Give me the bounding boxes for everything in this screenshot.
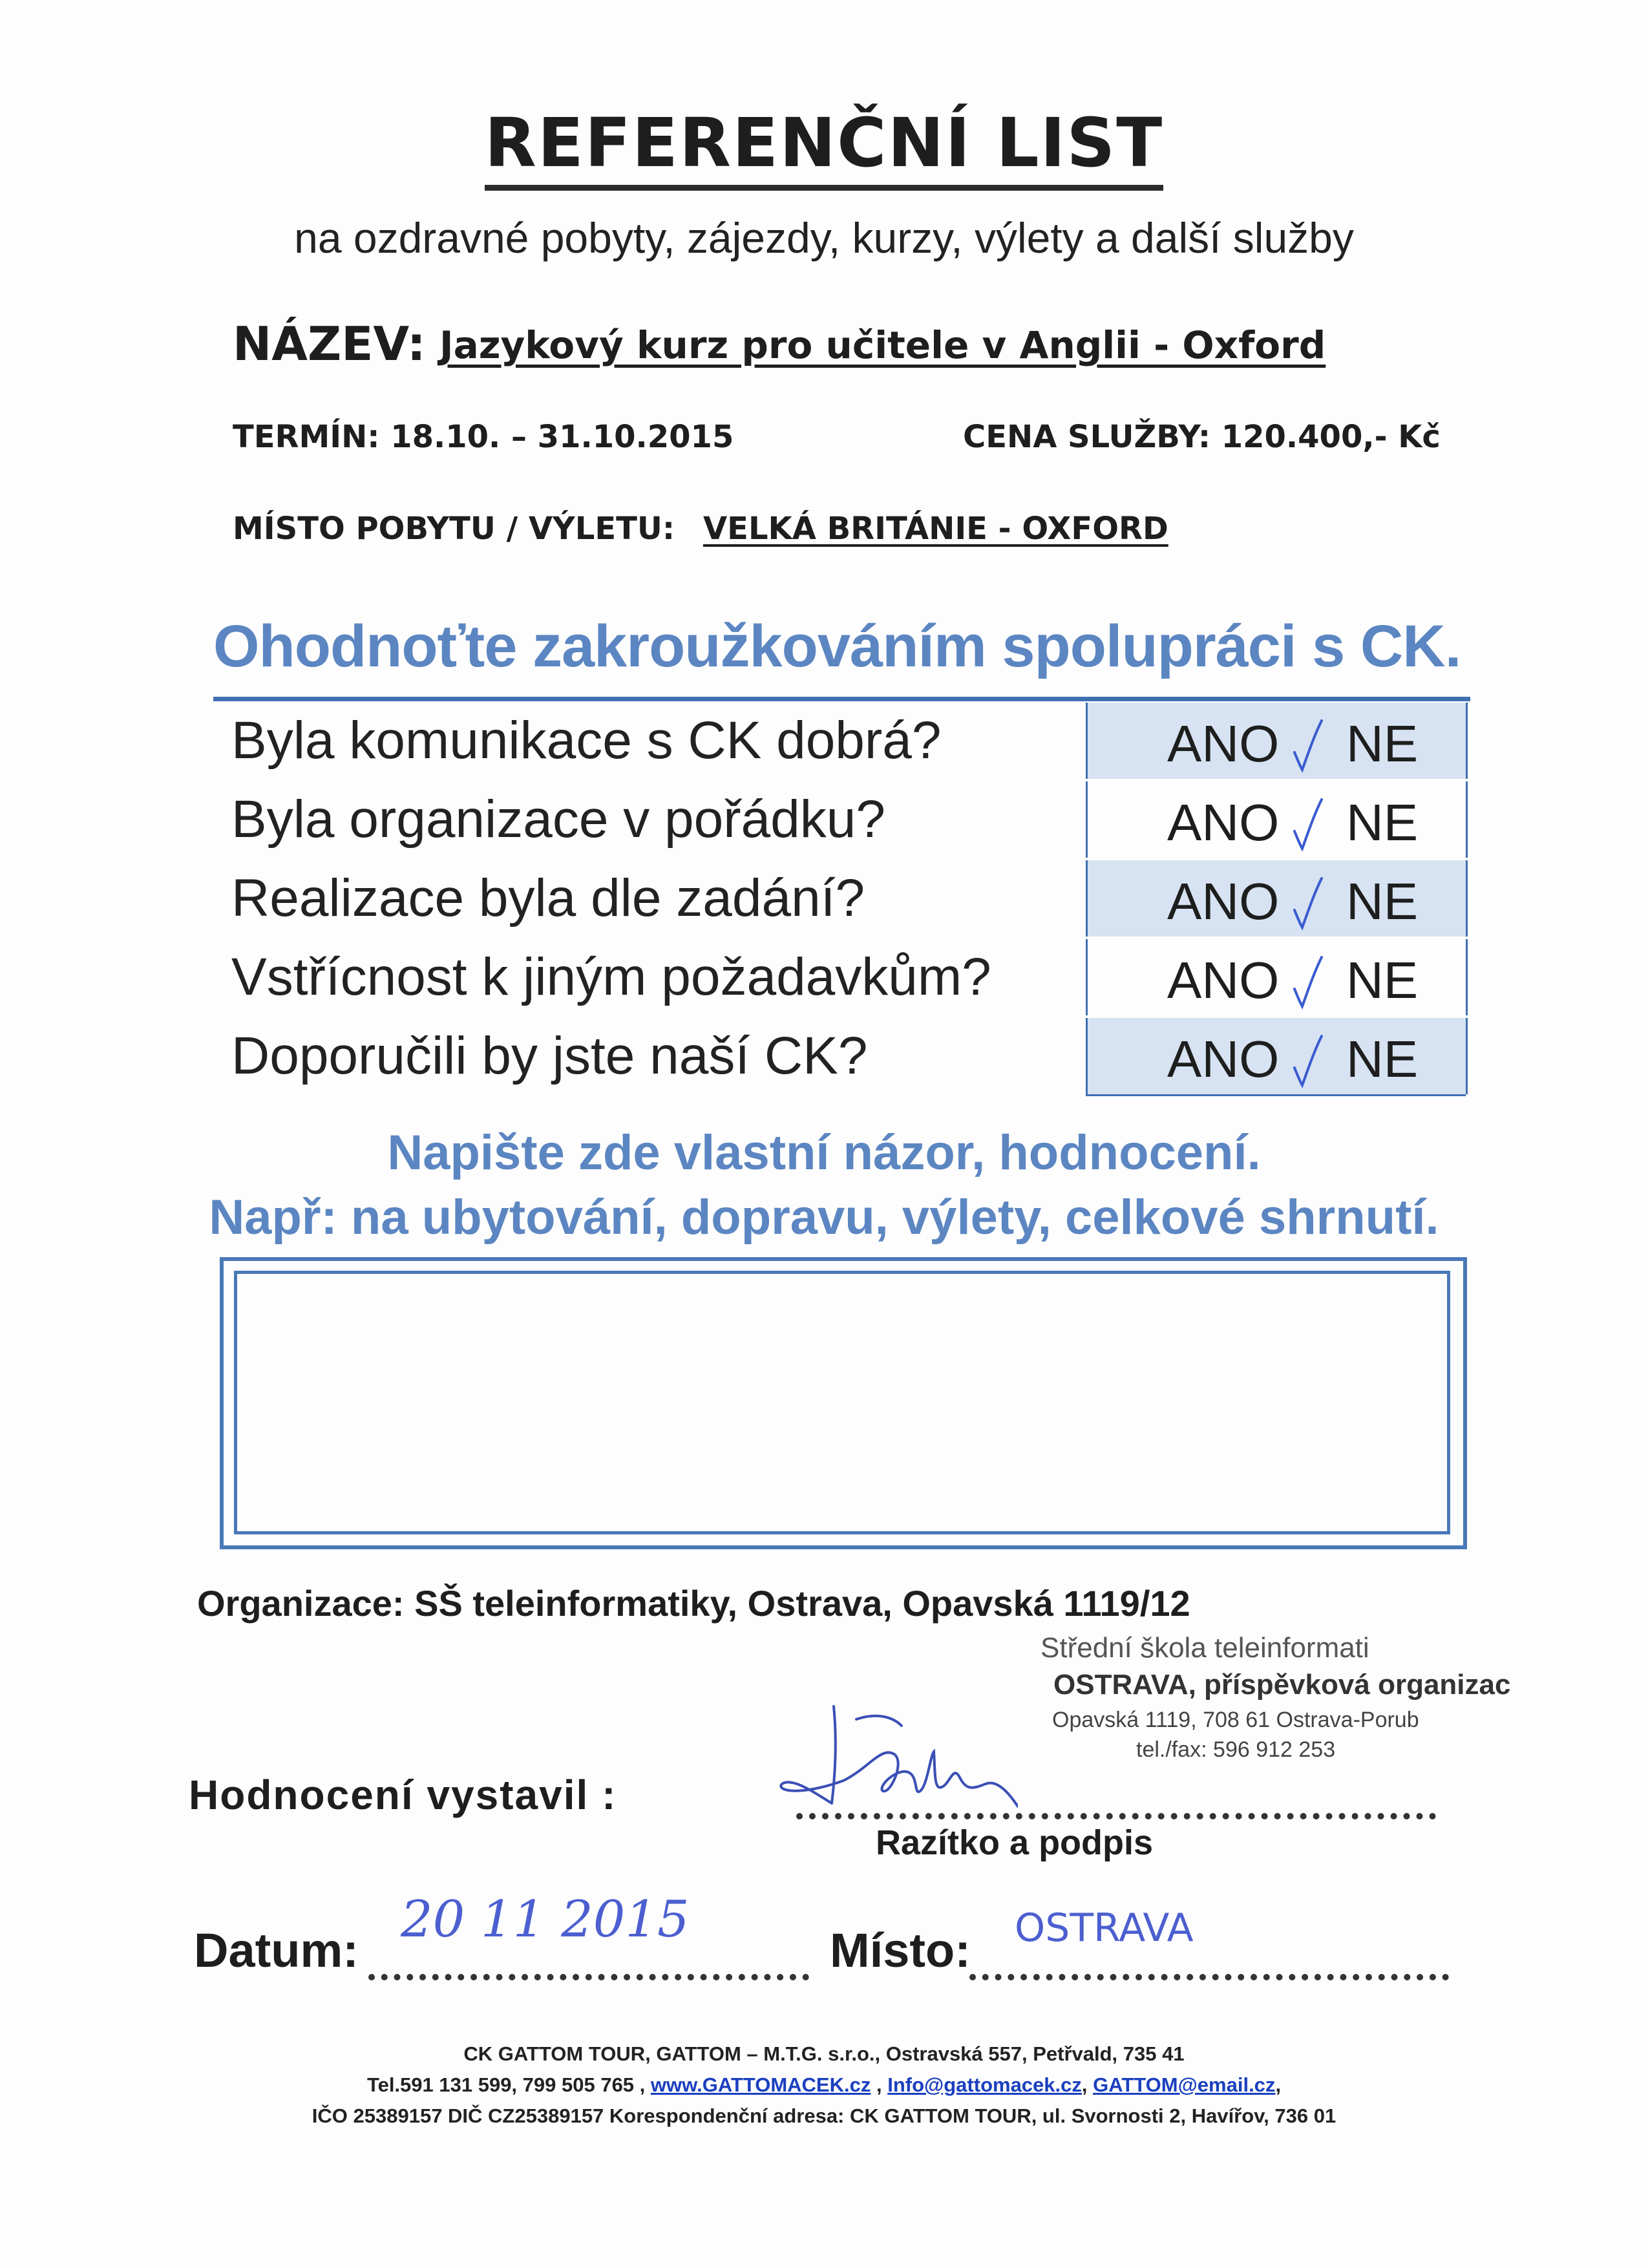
rating-divider [213, 697, 1470, 701]
answer-yes-option[interactable]: ANO [1167, 873, 1280, 930]
stamp-line-1: Střední škola teleinformati [1041, 1632, 1369, 1664]
handwritten-signature-icon [772, 1693, 1018, 1823]
date-value-handwritten: 20 11 2015 [401, 1891, 690, 1949]
stamp-line-3: Opavská 1119, 708 61 Ostrava-Porub [1052, 1708, 1419, 1732]
rating-question: Vstřícnost k jiným požadavkům? [231, 948, 991, 1006]
opinion-heading: Napište zde vlastní názor, hodnocení. [387, 1125, 1261, 1180]
answer-no-option[interactable]: NE [1346, 951, 1419, 1009]
opinion-hint: Např: na ubytování, dopravu, výlety, celkové shrnutí. [209, 1190, 1439, 1245]
checkmark-icon [1288, 953, 1327, 1012]
rating-answer-cell [1086, 939, 1468, 1015]
answer-column-bottom-border [1086, 1094, 1466, 1096]
checkmark-icon [1288, 796, 1327, 854]
place-value: VELKÁ BRITÁNIE - OXFORD [703, 511, 1168, 547]
date-label: Datum: [194, 1924, 359, 1977]
answer-yes-option[interactable]: ANO [1167, 794, 1280, 851]
footer-company: CK GATTOM TOUR, GATTOM – M.T.G. s.r.o., Ostravská 557, Petřvald, 735 41 [463, 2042, 1185, 2065]
name-label: NÁZEV: [233, 317, 426, 371]
rating-answer-cell [1086, 860, 1468, 937]
footer-email-link-2[interactable]: GATTOM@email.cz [1093, 2073, 1276, 2096]
rating-question: Byla organizace v pořádku? [231, 790, 885, 849]
rating-answer-cell [1086, 781, 1468, 858]
checkmark-icon [1288, 874, 1327, 933]
rating-question: Doporučili by jste naší CK? [231, 1026, 868, 1085]
document-title [0, 103, 1648, 182]
answer-yes-option[interactable]: ANO [1167, 1030, 1280, 1088]
footer-phones: Tel.591 131 599, 799 505 765 , [366, 2073, 646, 2096]
price-field: CENA SLUŽBY: 120.400,- Kč [963, 419, 1441, 455]
document-subtitle: na ozdravné pobyty, zájezdy, kurzy, výlety a další služby [294, 214, 1354, 262]
checkmark-icon [1288, 1032, 1327, 1090]
stamp-line-2: OSTRAVA, příspěvková organizac [1053, 1669, 1511, 1701]
rating-heading: Ohodnoťte zakroužkováním spolupráci s CK. [213, 613, 1461, 679]
term-field: TERMÍN: 18.10. – 31.10.2015 [233, 419, 734, 455]
rating-question: Realizace byla dle zadání? [231, 869, 865, 927]
checkmark-icon [1288, 717, 1327, 775]
answer-yes-option[interactable]: ANO [1167, 715, 1280, 772]
rating-answer-cell [1086, 1018, 1468, 1094]
answer-yes-option[interactable]: ANO [1167, 951, 1280, 1009]
footer-contacts: Tel.591 131 599, 799 505 765 , www.GATTOMACEK.cz , Info@gattomacek.cz, GATTOM@email.cz, [366, 2073, 1282, 2096]
answer-no-option[interactable]: NE [1346, 1030, 1419, 1088]
answer-no-option[interactable]: NE [1346, 794, 1419, 851]
rating-answer-cell [1086, 703, 1468, 779]
answer-no-option[interactable]: NE [1346, 873, 1419, 930]
issued-by-label: Hodnocení vystavil : [189, 1772, 617, 1818]
stamp-and-signature-label: Razítko a podpis [876, 1823, 1154, 1862]
place-label-bottom: Místo: [830, 1924, 971, 1977]
title-text: REFERENČNÍ LIST [485, 103, 1163, 191]
footer-web-link[interactable]: www.GATTOMACEK.cz [650, 2073, 871, 2096]
organization-line: Organizace: SŠ teleinformatiky, Ostrava, Opavská 1119/12 [197, 1583, 1190, 1624]
footer-ids: IČO 25389157 DIČ CZ25389157 Korespondenční adresa: CK GATTOM TOUR, ul. Svornosti 2, Havířov, 736 01 [312, 2104, 1336, 2127]
answer-no-option[interactable]: NE [1346, 715, 1419, 772]
opinion-text-area[interactable] [234, 1271, 1450, 1534]
stamp-line-4: tel./fax: 596 912 253 [1136, 1737, 1336, 1762]
place-label: MÍSTO POBYTU / VÝLETU: [233, 511, 675, 547]
name-value: Jazykový kurz pro učitele v Anglii - Oxford [439, 323, 1326, 367]
footer-email-link-1[interactable]: Info@gattomacek.cz [887, 2073, 1082, 2096]
place-value-handwritten: OSTRAVA [1015, 1905, 1194, 1951]
rating-question: Byla komunikace s CK dobrá? [231, 711, 942, 770]
